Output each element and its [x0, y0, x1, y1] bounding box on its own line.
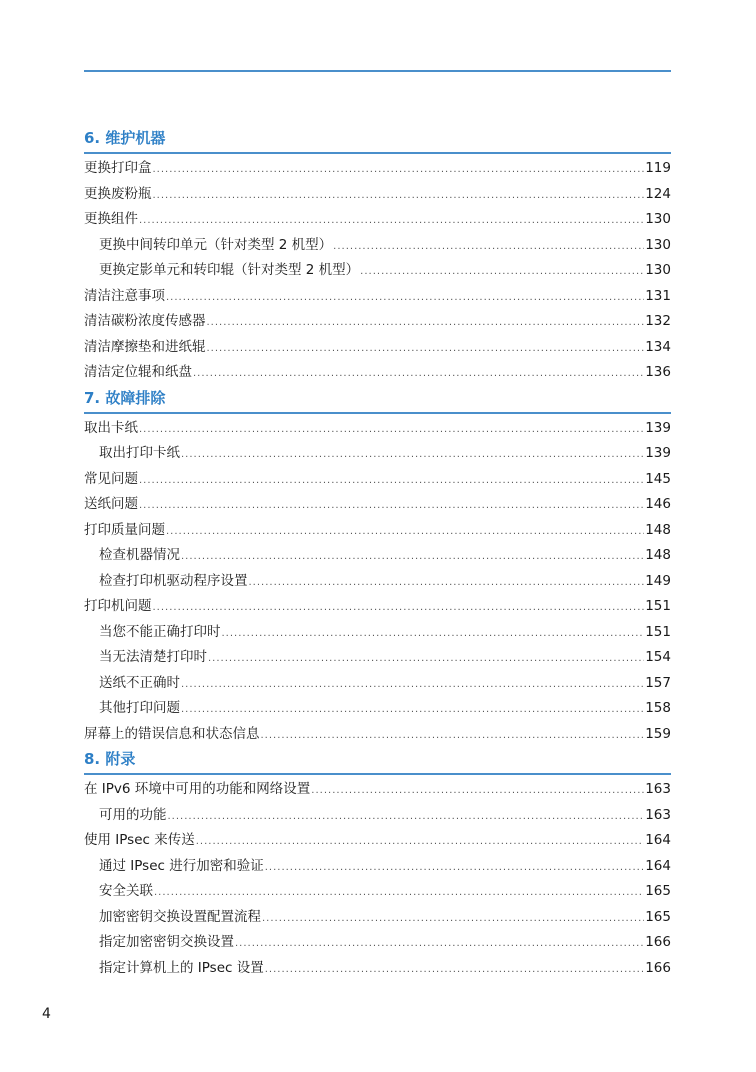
toc-entry-title: 送纸不正确时: [99, 674, 180, 691]
toc-subentry[interactable]: [84, 671, 671, 697]
toc-entry-page: 163: [645, 806, 671, 823]
toc-entry[interactable]: [84, 467, 671, 493]
dot-leader: [168, 804, 645, 830]
toc-entry-title: 清洁碳粉浓度传感器: [84, 313, 206, 329]
toc-entry-page: 130: [645, 262, 671, 278]
toc-entry-title: 其他打印问题: [99, 700, 180, 716]
toc-entry-title: 更换中间转印单元（针对类型 2 机型）: [99, 236, 333, 253]
toc-entry-title: 安全关联: [99, 883, 153, 899]
toc-entry-page: 130: [645, 211, 671, 227]
dot-leader: [207, 336, 645, 362]
dot-leader: [261, 723, 645, 749]
toc-entry[interactable]: [84, 518, 671, 544]
toc-entry-title: 更换废粉瓶: [84, 185, 152, 202]
dot-leader: [360, 259, 644, 285]
toc-subentry[interactable]: [84, 645, 671, 671]
toc-entry-page: 149: [645, 572, 671, 589]
section-heading[interactable]: 7. 故障排除: [84, 386, 671, 414]
toc-entry-title: 当无法清楚打印时: [99, 649, 207, 665]
toc-subentry[interactable]: [84, 956, 671, 982]
dot-leader: [181, 697, 644, 723]
dot-leader: [208, 646, 644, 672]
toc-entry[interactable]: [84, 722, 671, 748]
toc-subentry[interactable]: [84, 258, 671, 284]
toc-subentry[interactable]: [84, 905, 671, 931]
toc-entry-page: 165: [645, 883, 671, 899]
toc-entry-title: 清洁注意事项: [84, 287, 165, 304]
toc-entry-page: 131: [645, 287, 671, 304]
toc-entry-page: 151: [645, 598, 671, 614]
dot-leader: [196, 829, 644, 855]
toc-entry-title: 打印机问题: [84, 598, 152, 614]
toc-entry-page: 124: [645, 185, 671, 202]
dot-leader: [249, 570, 645, 596]
toc-entry[interactable]: [84, 335, 671, 361]
toc-entry[interactable]: [84, 777, 671, 803]
dot-leader: [222, 621, 645, 647]
dot-leader: [181, 442, 644, 468]
toc-entry-title: 更换打印盒: [84, 160, 152, 176]
toc-entry-page: 165: [645, 908, 671, 925]
toc-subentry[interactable]: [84, 569, 671, 595]
toc-entry-title: 在 IPv6 环境中可用的功能和网络设置: [84, 781, 311, 797]
dot-leader: [207, 310, 645, 336]
dot-leader: [333, 234, 644, 260]
dot-leader: [139, 417, 644, 443]
toc-entry-page: 130: [645, 236, 671, 253]
toc-subentry[interactable]: [84, 879, 671, 905]
dot-leader: [166, 519, 644, 545]
toc-entry[interactable]: [84, 492, 671, 518]
toc-entry-page: 134: [645, 338, 671, 355]
toc-entry-title: 指定加密密钥交换设置: [99, 934, 234, 950]
dot-leader: [139, 208, 644, 234]
toc-entry-title: 更换组件: [84, 211, 138, 227]
toc-entry-page: 151: [645, 623, 671, 640]
toc-entry[interactable]: [84, 284, 671, 310]
dot-leader: [311, 778, 644, 804]
toc-subentry[interactable]: [84, 696, 671, 722]
toc-subentry[interactable]: [84, 930, 671, 956]
toc-entry[interactable]: [84, 207, 671, 233]
toc-subentry[interactable]: [84, 854, 671, 880]
toc-entry[interactable]: [84, 156, 671, 182]
dot-leader: [153, 595, 645, 621]
toc-entry-page: 157: [645, 674, 671, 691]
dot-leader: [181, 544, 644, 570]
toc-entry-title: 清洁定位辊和纸盘: [84, 364, 192, 380]
toc-entry-page: 119: [645, 160, 671, 176]
toc-entry-title: 屏幕上的错误信息和状态信息: [84, 725, 260, 742]
dot-leader: [193, 361, 644, 387]
toc-entry-page: 145: [645, 470, 671, 487]
header-rule: [84, 70, 671, 72]
toc-entry-title: 指定计算机上的 IPsec 设置: [99, 959, 264, 976]
toc-entry-page: 164: [645, 857, 671, 874]
dot-leader: [265, 957, 644, 983]
toc-entry-title: 更换定影单元和转印辊（针对类型 2 机型）: [99, 262, 360, 278]
toc-entry[interactable]: [84, 594, 671, 620]
toc-entry-title: 当您不能正确打印时: [99, 623, 221, 640]
toc-entry-title: 通过 IPsec 进行加密和验证: [99, 857, 264, 874]
dot-leader: [262, 906, 644, 932]
dot-leader: [139, 493, 644, 519]
dot-leader: [181, 672, 644, 698]
toc-entry-page: 166: [645, 959, 671, 976]
toc-subentry[interactable]: [84, 441, 671, 467]
toc-entry-title: 取出卡纸: [84, 419, 138, 436]
section-heading[interactable]: 6. 维护机器: [84, 126, 671, 154]
toc-entry-page: 148: [645, 521, 671, 538]
toc-entry[interactable]: [84, 828, 671, 854]
toc-entry-title: 加密密钥交换设置配置流程: [99, 908, 261, 925]
toc-entry-page: 154: [645, 649, 671, 665]
toc-entry-page: 139: [645, 419, 671, 436]
toc-entry-page: 136: [645, 364, 671, 380]
toc-entry-page: 158: [645, 700, 671, 716]
toc-subentry[interactable]: [84, 233, 671, 259]
toc-subentry[interactable]: [84, 803, 671, 829]
toc-entry-title: 常见问题: [84, 470, 138, 487]
toc-entry-page: 159: [645, 725, 671, 742]
dot-leader: [235, 931, 644, 957]
dot-leader: [139, 468, 644, 494]
toc-entry-title: 检查打印机驱动程序设置: [99, 572, 248, 589]
toc-entry-page: 164: [645, 832, 671, 848]
toc-entry[interactable]: [84, 360, 671, 386]
dot-leader: [166, 285, 644, 311]
page-number: 4: [42, 1006, 51, 1022]
toc-entry-page: 132: [645, 313, 671, 329]
table-of-contents: [84, 126, 671, 981]
toc-entry[interactable]: [84, 309, 671, 335]
section-heading[interactable]: 8. 附录: [84, 747, 671, 775]
toc-entry-title: 清洁摩擦垫和进纸辊: [84, 338, 206, 355]
dot-leader: [153, 157, 645, 183]
toc-entry-title: 打印质量问题: [84, 521, 165, 538]
toc-entry-page: 166: [645, 934, 671, 950]
toc-entry-page: 163: [645, 781, 671, 797]
toc-entry-title: 取出打印卡纸: [99, 445, 180, 461]
toc-entry-page: 148: [645, 547, 671, 563]
dot-leader: [154, 880, 644, 906]
toc-subentry[interactable]: [84, 620, 671, 646]
toc-entry-page: 139: [645, 445, 671, 461]
toc-entry-title: 送纸问题: [84, 496, 138, 512]
toc-entry-title: 使用 IPsec 来传送: [84, 832, 195, 848]
toc-entry[interactable]: [84, 416, 671, 442]
toc-entry[interactable]: [84, 182, 671, 208]
toc-entry-title: 检查机器情况: [99, 547, 180, 563]
dot-leader: [153, 183, 645, 209]
toc-subentry[interactable]: [84, 543, 671, 569]
toc-entry-page: 146: [645, 496, 671, 512]
dot-leader: [265, 855, 644, 881]
toc-entry-title: 可用的功能: [99, 806, 167, 823]
